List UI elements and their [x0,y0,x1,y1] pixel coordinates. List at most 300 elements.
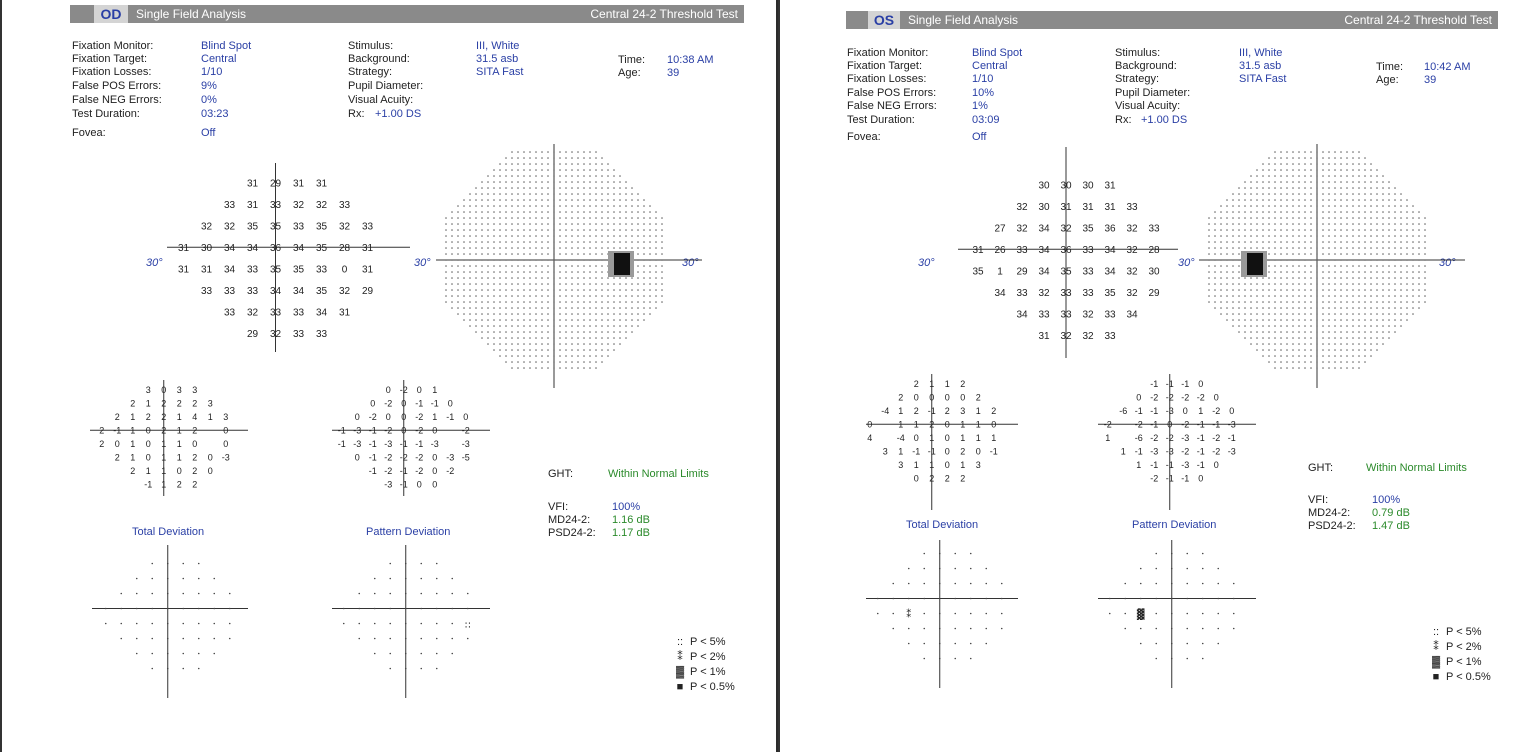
os-total-dev-value: 0 [944,446,950,457]
od-md-value: 1.16 dB [612,514,650,526]
od-pattern-prob-dot [436,593,438,595]
od-threshold-value: 30 [200,242,213,254]
od-total-dev-value: 0 [192,438,198,449]
od-total-dev-value: 2 [145,411,151,422]
os-pattern-prob-dot [1202,658,1204,660]
os-threshold-value: 32 [1038,287,1050,299]
os-fixation-monitor-label: Fixation Monitor: [847,47,929,59]
od-pattern-prob-dot [358,638,360,640]
os-pattern-prob-dot [1155,583,1157,585]
od-pattern-dev-value: -5 [461,452,470,463]
os-threshold-value: 33 [1082,266,1094,278]
od-legend-p05: ■ P < 0.5% [670,680,735,695]
od-pattern-prob-dot [405,668,407,670]
od-background-label: Background: [348,53,410,65]
os-false-pos-value: 10% [972,87,995,99]
os-fovea-value: Off [972,131,987,143]
od-total-dev-value: 1 [176,411,182,422]
os-pattern-prob-dot [1109,613,1111,615]
os-threshold-value: 32 [1082,309,1094,321]
od-strategy-value: SITA Fast [476,66,524,78]
os-threshold-value: 33 [1038,309,1050,321]
od-fixation-losses-label: Fixation Losses: [72,66,152,78]
os-pattern-dev-value: -1 [1196,459,1205,470]
os-pattern-dev-value: 1 [1198,405,1204,416]
os-pattern-prob-dot [1155,613,1157,615]
os-vfi-value: 100% [1372,494,1401,506]
od-total-dev-value: 4 [192,411,198,422]
os-pattern-prob-dot [1124,583,1126,585]
od-fovea-label: Fovea: [72,127,106,139]
od-pattern-dev-value: -1 [368,452,377,463]
od-pattern-prob-dot [374,638,376,640]
os-total-dev-value: 1 [929,432,935,443]
os-threshold-value: 34 [1038,244,1050,256]
od-pattern-dev-value: 1 [432,384,438,395]
os-false-neg-label: False NEG Errors: [847,100,937,112]
od-age-value: 39 [667,67,680,79]
os-pattern-prob-dot [1155,568,1157,570]
od-pattern-prob-dot [374,623,376,625]
os-pattern-dev-value: -2 [1134,419,1143,430]
od-total-dev-value: 1 [207,411,213,422]
os-threshold-value: 34 [1104,266,1116,278]
os-pattern-dev-value: -1 [1196,446,1205,457]
os-pattern-prob-dot [1186,643,1188,645]
os-pattern-dev-value: 0 [1213,392,1219,403]
os-pattern-dev-value: -2 [1150,392,1159,403]
od-total-dev-value: 0 [145,425,151,436]
od-total-dev-value: 2 [99,438,105,449]
od-eye-label: OD [94,5,128,23]
od-pattern-prob-dot [420,668,422,670]
od-visual-acuity-label: Visual Acuity: [348,94,414,106]
od-threshold-value: 32 [315,199,328,211]
os-pattern-prob-symbol: ▓ [1136,609,1145,621]
os-threshold-value: 32 [1126,266,1138,278]
p2-symbol-icon: ⁑ [677,651,683,663]
od-total-dev-value: 2 [99,425,105,436]
os-pattern-dev-value: 1 [1136,459,1142,470]
os-total-dev-value: 0 [913,432,919,443]
od-pattern-dev-value: -1 [430,398,439,409]
os-pattern-dev-value: -2 [1150,473,1159,484]
os-pattern-dev-value: -1 [1134,405,1143,416]
os-total-dev-value: 0 [944,392,950,403]
od-pattern-prob-dot [420,608,422,610]
os-pattern-prob-dot [1155,628,1157,630]
os-pattern-dev-value: -3 [1181,432,1190,443]
os-total-dev-value: 0 [929,392,935,403]
od-false-neg-label: False NEG Errors: [72,94,162,106]
od-pattern-dev-value: 0 [385,384,391,395]
od-pattern-prob-dot [436,608,438,610]
od-pattern-dev-value: -2 [384,465,393,476]
os-threshold-value: 34 [1126,309,1138,321]
od-pattern-prob-dot [451,608,453,610]
os-pattern-dev-value: 0 [1198,378,1204,389]
od-pattern-prob-dot [405,638,407,640]
os-md-label: MD24-2: [1308,507,1351,519]
os-total-dev-value: 1 [975,405,981,416]
os-time-label: Time: [1376,61,1404,73]
os-pattern-dev-value: -3 [1150,446,1159,457]
os-threshold-value: 34 [1104,244,1116,256]
od-pattern-dev-value: -2 [399,452,408,463]
p1-symbol-icon: ▓ [675,666,685,678]
os-total-dev-value: 0 [991,419,997,430]
od-pattern-dev-value: -1 [399,465,408,476]
os-total-dev-value: 0 [913,473,919,484]
os-total-dev-value: 2 [944,405,950,416]
os-header-title: Single Field Analysis [908,13,1019,27]
od-threshold-value: 33 [315,328,328,340]
os-threshold-value: 27 [994,223,1006,235]
os-pattern-prob-dot [1171,598,1173,600]
od-threshold-value: 33 [338,199,351,211]
os-total-dev-value: 2 [913,378,919,389]
od-total-dev-value: 1 [176,425,182,436]
os-threshold-value: 32 [1126,287,1138,299]
od-pattern-dev-value: 0 [463,411,469,422]
os-pattern-dev-value: 1 [1105,432,1111,443]
od-axis-right-deg: 30° [414,257,431,269]
os-pattern-dev-value: -1 [1165,378,1174,389]
os-pattern-prob-dot [1124,598,1126,600]
os-threshold-value: 31 [1104,180,1116,192]
od-pattern-dev-value: 0 [432,465,438,476]
od-pattern-prob-dot [358,608,360,610]
os-total-dev-value: -1 [912,446,921,457]
od-pattern-prob-dot [420,623,422,625]
od-pattern-prob-dot [436,668,438,670]
od-header-test: Central 24-2 Threshold Test [590,7,738,21]
od-md-label: MD24-2: [548,514,591,526]
os-total-dev-value: 3 [882,446,888,457]
os-total-dev-value: 2 [960,473,966,484]
od-total-dev-value: 3 [223,411,229,422]
od-pattern-prob-dot [389,608,391,610]
os-total-dev-value: 2 [960,446,966,457]
od-fixation-target-value: Central [201,53,237,65]
od-total-dev-value: 0 [207,465,213,476]
od-rx-value: +1.00 DS [375,108,422,120]
os-pattern-prob-dot [1217,598,1219,600]
os-total-dev-value: 0 [944,432,950,443]
os-background-label: Background: [1115,60,1177,72]
os-test-duration-label: Test Duration: [847,114,915,126]
os-legend-p1: ▓ P < 1% [1426,655,1491,670]
os-threshold-value: 34 [1038,223,1050,235]
od-total-dev-value: 2 [176,479,182,490]
od-total-dev-value: 0 [114,438,120,449]
od-total-dev-value: 2 [114,452,120,463]
os-legend-p5: :: P < 5% [1426,625,1491,640]
os-pattern-dev-value: -1 [1150,378,1159,389]
os-total-dev-value: 2 [991,405,997,416]
od-pattern-prob-dot [343,623,345,625]
os-total-dev-value: 1 [944,378,950,389]
od-pattern-dev-value: 0 [401,411,407,422]
od-total-dev-value: 1 [161,479,167,490]
os-stimulus-label: Stimulus: [1115,47,1161,59]
os-threshold-value: 29 [1148,287,1160,299]
os-threshold-value: 34 [994,287,1006,299]
od-pattern-dev-value: 0 [416,479,422,490]
od-pattern-prob-dot [358,623,360,625]
os-pattern-prob-dot [1186,613,1188,615]
od-total-dev-value: 0 [145,438,151,449]
os-pattern-prob-dot [1217,628,1219,630]
od-pattern-dev-value: -2 [415,411,424,422]
od-total-dev-value: 2 [161,411,167,422]
od-pattern-prob-dot [420,578,422,580]
os-pattern-dev-value: 0 [1182,405,1188,416]
od-total-dev-value: 2 [192,479,198,490]
od-pattern-deviation-label: Pattern Deviation [366,526,451,538]
os-pattern-deviation-label: Pattern Deviation [1132,519,1217,531]
od-pattern-prob-dot [420,653,422,655]
os-threshold-value: 28 [1148,244,1160,256]
os-total-dev-value: 2 [975,392,981,403]
os-pattern-dev-value: 0 [1198,473,1204,484]
os-pattern-prob-dot [1233,628,1235,630]
od-pattern-dev-value: -2 [368,411,377,422]
os-threshold-value: 33 [1082,287,1094,299]
os-pattern-dev-value: -6 [1119,405,1128,416]
od-threshold-value: 34 [223,264,236,276]
od-legend-p5: :: P < 5% [670,635,735,650]
od-pattern-prob-dot [451,638,453,640]
od-pattern-dev-value: -1 [415,438,424,449]
od-total-dev-value: 1 [145,398,151,409]
os-threshold-value: 31 [1060,201,1072,213]
od-threshold-value: 31 [246,178,259,190]
os-threshold-value: 31 [1104,201,1116,213]
od-pattern-prob-dot [405,563,407,565]
os-age-value: 39 [1424,74,1437,86]
od-threshold-value: 33 [292,328,305,340]
os-pattern-dev-value: -1 [1165,473,1174,484]
od-threshold-value: 29 [269,178,282,190]
p5-symbol-icon: :: [1432,626,1440,638]
od-pattern-dev-value: -1 [415,398,424,409]
od-pattern-dev-value: 0 [370,398,376,409]
os-pattern-dev-value: -3 [1227,446,1236,457]
od-age-label: Age: [618,67,641,79]
os-axis-left-deg: 30° [918,257,935,269]
od-pattern-dev-value: 0 [354,452,360,463]
os-total-dev-value: 2 [960,378,966,389]
od-threshold-value: 33 [223,307,236,319]
os-pattern-prob-dot [1109,598,1111,600]
od-total-dev-value: 2 [114,411,120,422]
od-threshold-value: 31 [338,307,351,319]
os-total-dev-value: 1 [991,432,997,443]
od-pattern-prob-dot [374,653,376,655]
os-threshold-value: 32 [1060,330,1072,342]
os-pattern-prob-dot [1186,553,1188,555]
od-pattern-prob-dot [405,623,407,625]
os-pattern-dev-value: -3 [1165,405,1174,416]
od-pattern-prob-dot [374,578,376,580]
od-legend [670,635,735,695]
os-pattern-prob-dot [1171,568,1173,570]
od-total-dev-value: 1 [145,465,151,476]
os-threshold-value: 32 [1016,223,1028,235]
os-rx-label: Rx: [1115,114,1132,126]
od-vfi-label: VFI: [548,501,569,513]
os-total-dev-value: 1 [975,432,981,443]
od-total-deviation-label: Total Deviation [132,526,205,538]
od-threshold-value: 33 [361,221,374,233]
os-total-dev-value: 1 [898,446,904,457]
od-total-dev-value: 1 [130,411,136,422]
os-fixation-target-label: Fixation Target: [847,60,923,72]
od-pattern-prob-dot [405,593,407,595]
od-total-dev-value: 1 [161,465,167,476]
od-pattern-dev-value: -1 [368,465,377,476]
os-pattern-prob-dot [1217,643,1219,645]
od-threshold-value: 33 [223,199,236,211]
os-pattern-prob-dot [1202,613,1204,615]
od-threshold-value: 31 [177,264,190,276]
os-total-dev-value: 0 [960,392,966,403]
os-grayscale-axis-deg: 30° [1439,257,1456,269]
od-threshold-value: 32 [246,307,259,319]
od-total-dev-value: 1 [161,438,167,449]
od-test-duration-value: 03:23 [201,108,229,120]
od-threshold-value: 31 [246,199,259,211]
od-ght-value: Within Normal Limits [608,468,709,480]
os-pattern-prob-dot [1202,598,1204,600]
od-threshold-value: 31 [292,178,305,190]
od-pattern-prob-dot [467,638,469,640]
os-total-dev-value: 1 [898,405,904,416]
od-threshold-value: 33 [269,199,282,211]
os-background-value: 31.5 asb [1239,60,1282,72]
od-threshold-value: 29 [246,328,259,340]
od-pattern-prob-dot [451,653,453,655]
od-total-dev-value: 2 [130,465,136,476]
od-pattern-prob-dot [420,638,422,640]
od-time-value: 10:38 AM [667,54,714,66]
os-ght-value: Within Normal Limits [1366,462,1467,474]
os-pattern-prob-dot [1124,628,1126,630]
os-fixation-losses-value: 1/10 [972,73,994,85]
os-total-dev-value: 1 [960,419,966,430]
od-false-pos-value: 9% [201,80,217,92]
os-total-dev-value: 2 [944,473,950,484]
os-pattern-prob-dot [1186,628,1188,630]
os-threshold-value: 32 [1126,244,1138,256]
os-total-dev-value: 1 [929,378,935,389]
os-axis-right-deg: 30° [1178,257,1195,269]
od-total-dev-value: 2 [161,398,167,409]
od-ght-label: GHT: [548,468,574,480]
od-total-dev-value: 3 [207,398,213,409]
os-threshold-value: 30 [1082,180,1094,192]
os-threshold-value: 33 [1016,287,1028,299]
os-pattern-prob-dot [1202,583,1204,585]
od-pattern-dev-value: -2 [446,465,455,476]
od-pattern-dev-value: 0 [416,384,422,395]
od-pattern-prob-dot [389,563,391,565]
os-pattern-prob-dot [1171,583,1173,585]
os-eye-label: OS [868,11,900,29]
os-pattern-dev-value: -1 [1150,459,1159,470]
od-threshold-value: 35 [246,221,259,233]
od-pupil-diameter-label: Pupil Diameter: [348,80,424,92]
os-pattern-dev-value: -1 [1181,473,1190,484]
os-threshold-value: 33 [1104,309,1116,321]
os-total-dev-value: 2 [929,419,935,430]
os-pattern-dev-value: -1 [1181,378,1190,389]
od-total-dev-value: 0 [207,452,213,463]
od-pattern-dev-value: 0 [447,398,453,409]
os-threshold-value: 31 [1082,201,1094,213]
os-fovea-label: Fovea: [847,131,881,143]
os-visual-acuity-label: Visual Acuity: [1115,100,1181,112]
od-pattern-prob-dot [389,668,391,670]
os-total-dev-value: 1 [960,432,966,443]
os-total-dev-value: 3 [975,459,981,470]
od-total-dev-value: 2 [161,425,167,436]
os-total-dev-value: -1 [927,446,936,457]
os-strategy-value: SITA Fast [1239,73,1287,85]
os-pattern-dev-value: -2 [1212,405,1221,416]
od-threshold-value: 31 [315,178,328,190]
od-pattern-prob-symbol: :: [464,619,472,631]
od-total-dev-value: 0 [223,438,229,449]
od-pattern-dev-value: -2 [384,425,393,436]
os-threshold-value: 33 [1060,309,1072,321]
os-total-dev-value: 1 [913,419,919,430]
os-pattern-dev-value: 0 [1213,459,1219,470]
os-total-dev-value: 3 [898,459,904,470]
od-total-dev-value: -3 [221,452,230,463]
od-pattern-dev-value: -2 [384,398,393,409]
od-pattern-prob-dot [451,593,453,595]
od-total-dev-value: 3 [145,384,151,395]
os-pattern-prob-dot [1124,613,1126,615]
os-pattern-dev-value: -1 [1227,432,1236,443]
od-pattern-dev-value: -2 [461,425,470,436]
os-psd-label: PSD24-2: [1308,520,1356,532]
os-pattern-prob-dot [1140,568,1142,570]
os-age-label: Age: [1376,74,1399,86]
od-pattern-prob-dot [358,593,360,595]
os-threshold-value: 35 [1082,223,1094,235]
os-threshold-value: 36 [1060,244,1072,256]
os-threshold-value: 30 [1060,180,1072,192]
od-pattern-dev-value: 0 [432,479,438,490]
od-pattern-dev-value: -1 [446,411,455,422]
os-threshold-value: 33 [1148,223,1160,235]
od-total-dev-value: 0 [223,425,229,436]
od-threshold-value: 34 [315,307,328,319]
os-ght-label: GHT: [1308,462,1334,474]
od-pattern-prob-dot [405,653,407,655]
os-fixation-target-value: Central [972,60,1008,72]
os-pattern-prob-dot [1155,643,1157,645]
od-total-dev-value: -1 [113,425,122,436]
od-pattern-prob-dot [389,653,391,655]
os-threshold-value: 33 [1082,244,1094,256]
od-pattern-dev-value: 0 [385,411,391,422]
os-pattern-dev-value: -1 [1165,459,1174,470]
os-pattern-dev-value: -2 [1181,392,1190,403]
